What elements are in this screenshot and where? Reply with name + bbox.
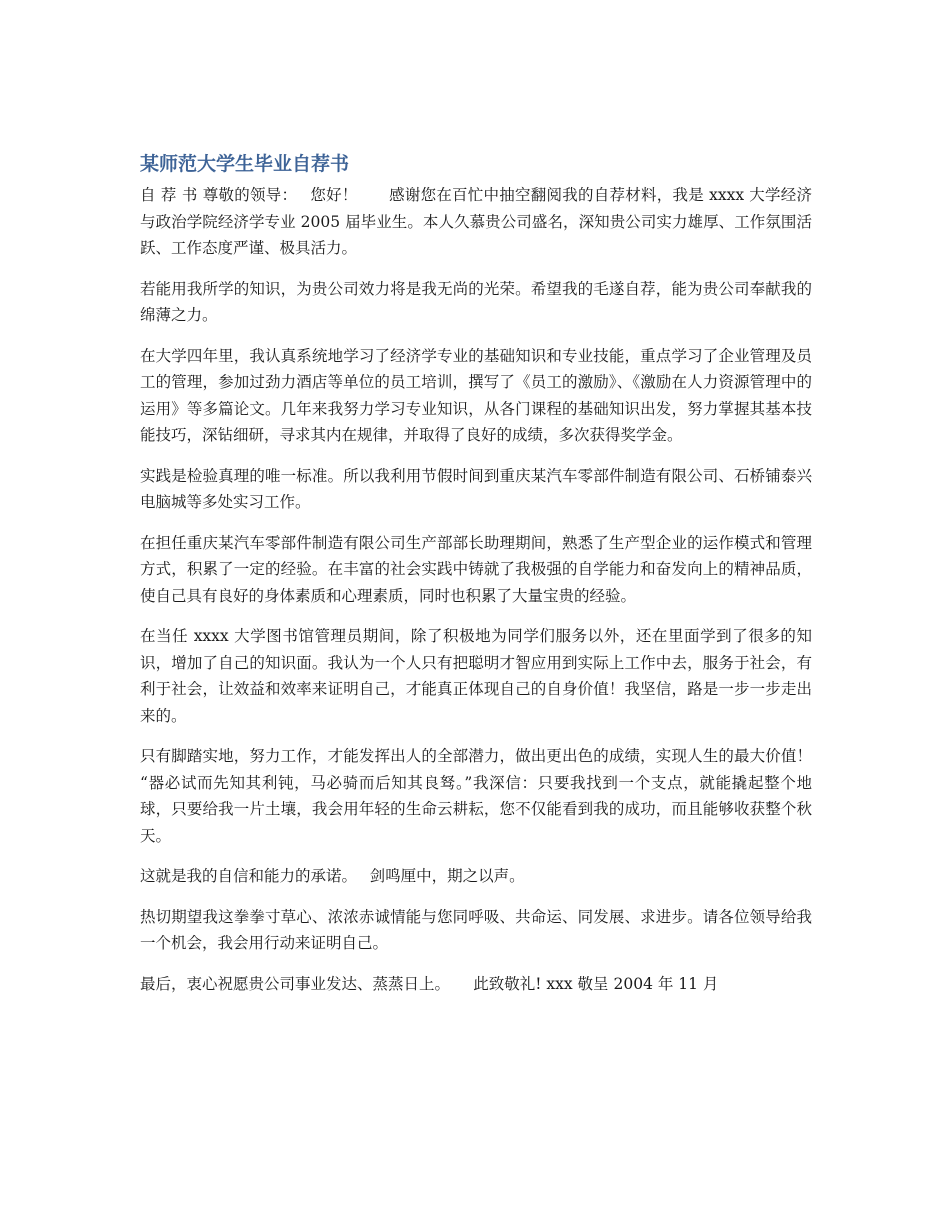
document-title: 某师范大学生毕业自荐书: [140, 153, 350, 175]
paragraph-internship: 在担任重庆某汽车零部件制造有限公司生产部部长助理期间，熟悉了生产型企业的运作模式和管理方式，积累了一定的经验。在丰富的社会实践中铸就了我极强的自学能力和奋发向上的精神品质，使自己具有良好的身体素质和心理素质，同时也积累了大量宝贵的经验。: [140, 533, 812, 605]
paragraph-hope: 热切期望我这拳拳寸草心、浓浓赤诚情能与您同呼吸、共命运、同发展、求进步。请各位领导给我一个机会，我会用行动来证明自己。: [140, 907, 812, 952]
paragraph-greeting: 自 荐 书 尊敬的领导： 您好！ 感谢您在百忙中抽空翻阅我的自荐材料，我是 xxxx 大学经济与政治学院经济学专业 2005 届毕业生。本人久慕贵公司盛名，深知贵公司实力雄厚、工作氛围活跃、工作态度严谨、极具活力。: [140, 186, 812, 257]
paragraph-promise: 这就是我的自信和能力的承诺。 剑鸣厘中，期之以声。: [140, 867, 525, 885]
paragraph-university-study: 在大学四年里，我认真系统地学习了经济学专业的基础知识和专业技能，重点学习了企业管理及员工的管理，参加过劲力酒店等单位的员工培训，撰写了《员工的激励》、《激励在人力资源管理中的运用》等多篇论文。几年来我努力学习专业知识，从各门课程的基础知识出发，努力掌握其基本技能技巧，深钻细研，寻求其内在规律，并取得了良好的成绩，多次获得奖学金。: [140, 346, 812, 444]
paragraph-closing: 最后，衷心祝愿贵公司事业发达、蒸蒸日上。 此致敬礼! xxx 敬呈 2004 年 11 月: [140, 974, 719, 993]
paragraph-library: 在当任 xxxx 大学图书馆管理员期间，除了积极地为同学们服务以外，还在里面学到了很多的知识，增加了自己的知识面。我认为一个人只有把聪明才智应用到实际上工作中去，服务于社会，有利于社会，让效益和效率来证明自己，才能真正体现自己的自身价值！我坚信，路是一步一步走出来的。: [140, 627, 812, 725]
paragraph-aspiration: 若能用我所学的知识，为贵公司效力将是我无尚的光荣。希望我的毛遂自荐，能为贵公司奉献我的绵薄之力。: [140, 279, 812, 324]
paragraph-potential: 只有脚踏实地，努力工作，才能发挥出人的全部潜力，做出更出色的成绩，实现人生的最大价值！ “器必试而先知其利钝，马必骑而后知其良驽。”我深信：只要我找到一个支点，就能撬起整个地球，只要给我一片土壤，我会用年轻的生命云耕耘，您不仅能看到我的成功，而且能够收获整个秋天。: [140, 747, 833, 845]
paragraph-practice: 实践是检验真理的唯一标准。所以我利用节假时间到重庆某汽车零部件制造有限公司、石桥铺泰兴电脑城等多处实习工作。: [140, 466, 812, 511]
document-page: [140, 150, 833, 1011]
